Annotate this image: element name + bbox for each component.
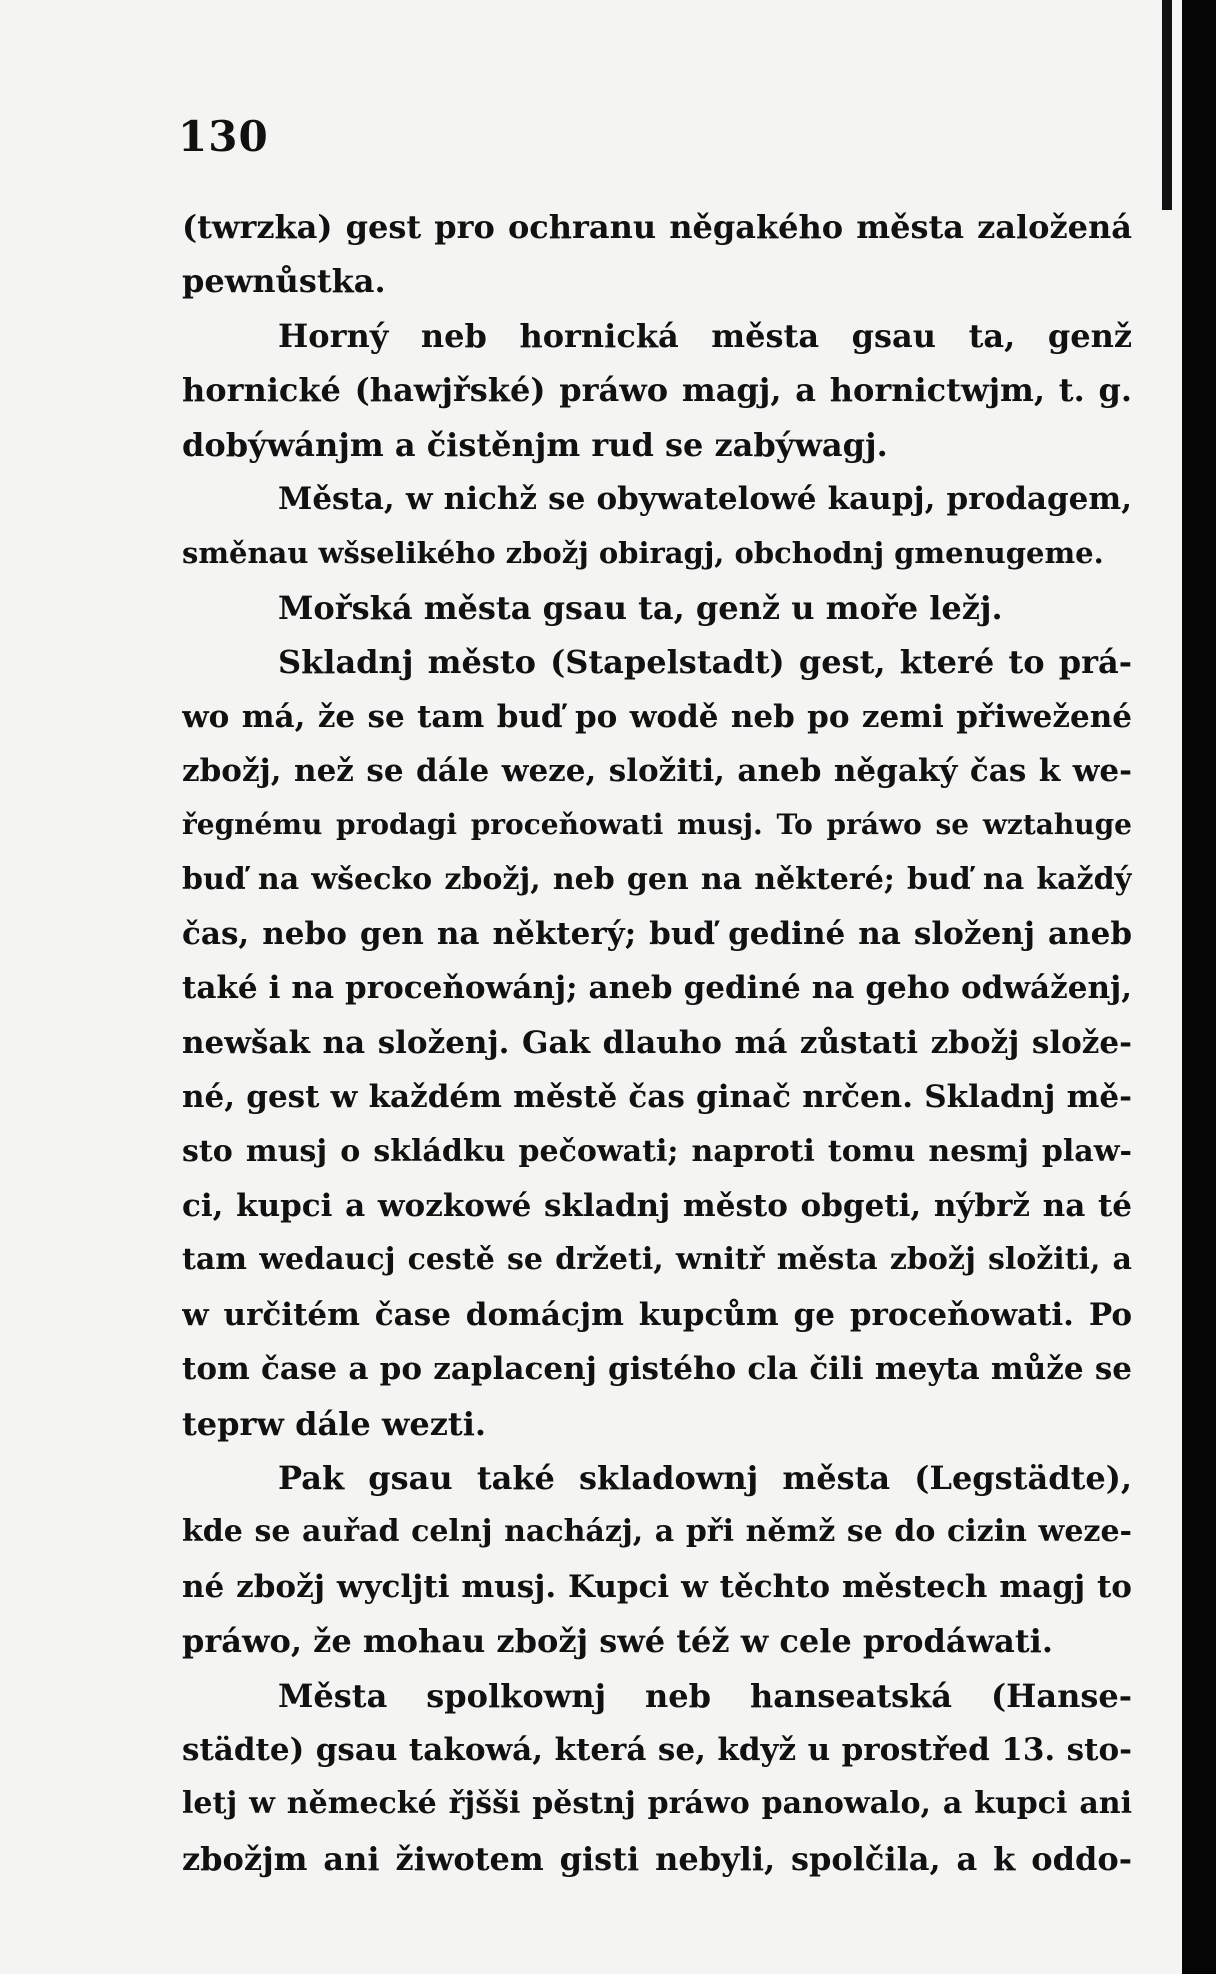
text-line: ci, kupci a wozkowé skladnj město obgeti, nýbrž na té — [182, 1188, 1132, 1225]
text-line: sto musj o skládku pečowati; naproti tomu nesmj plaw- — [182, 1133, 1132, 1169]
text-line: Horný neb hornická města gsau ta, genž — [278, 316, 1132, 355]
text-line: Mořská města gsau ta, genž u moře ležj. — [278, 588, 1003, 627]
text-line: Pak gsau také skladownj města (Legstädte), — [278, 1458, 1132, 1497]
text-line: (twrzka) gest pro ochranu něgakého města založená — [182, 208, 1132, 246]
text-line: Města, w nichž se obywatelowé kaupj, prodagem, — [278, 480, 1132, 517]
page-edge-shadow — [1182, 0, 1216, 1974]
text-line: né zbožj wycljti musj. Kupci w těchto městech magj to — [182, 1568, 1132, 1605]
text-line: buď na wšecko zbožj, neb gen na některé; buď na každý — [182, 861, 1132, 897]
text-line: zbožj, než se dále weze, složiti, aneb něgaký čas k we- — [182, 752, 1132, 789]
text-line: letj w německé řjšši pěstnj práwo panowalo, a kupci ani — [182, 1786, 1132, 1822]
text-line: wo má, že se tam buď po wodě neb po zemi přiwežené — [182, 698, 1132, 735]
text-line: zbožjm ani žiwotem gisti nebyli, spolčila, a k oddo- — [182, 1839, 1132, 1878]
text-line: städte) gsau takowá, která se, když u prostřed 13. sto- — [182, 1731, 1132, 1768]
text-line: newšak na složenj. Gak dlauho má zůstati zbožj slože- — [182, 1024, 1132, 1061]
text-line: dobýwánjm a čistěnjm rud se zabýwagj. — [182, 425, 888, 464]
text-line: tam wedaucj cestě se držeti, wnitř města zbožj složiti, a — [182, 1242, 1132, 1278]
text-line: hornické (hawjřské) práwo magj, a hornictwjm, t. g. — [182, 371, 1132, 410]
text-line: tom čase a po zaplacenj gistého cla čili meyta může se — [182, 1351, 1132, 1388]
text-line: kde se auřad celnj nacházj, a při němž se do cizin weze- — [182, 1514, 1132, 1550]
text-line: teprw dále wezti. — [182, 1404, 486, 1443]
page-edge-mark — [1162, 0, 1172, 210]
text-line: pewnůstka. — [182, 262, 386, 301]
page-number: 130 — [178, 112, 269, 161]
text-line: také i na proceňowánj; aneb gediné na geho odwáženj, — [182, 970, 1132, 1007]
text-line: w určitém čase domácjm kupcům ge proceňowati. Po — [182, 1296, 1132, 1333]
text-line: Skladnj město (Stapelstadt) gest, které to prá- — [278, 643, 1132, 682]
text-line: čas, nebo gen na některý; buď gediné na složenj aneb — [182, 916, 1132, 953]
body-text — [182, 200, 1132, 1886]
text-line: práwo, že mohau zbožj swé též w cele prodáwati. — [182, 1622, 1053, 1661]
text-line: Města spolkownj neb hanseatská (Hanse- — [278, 1676, 1132, 1715]
text-line: směnau wšselikého zbožj obiragj, obchodnj gmenugeme. — [182, 536, 1104, 571]
text-line: né, gest w každém městě čas ginač nrčen. Skladnj mě- — [182, 1079, 1132, 1116]
text-line: řegnému prodagi proceňowati musj. To práwo se wztahuge — [182, 808, 1132, 842]
